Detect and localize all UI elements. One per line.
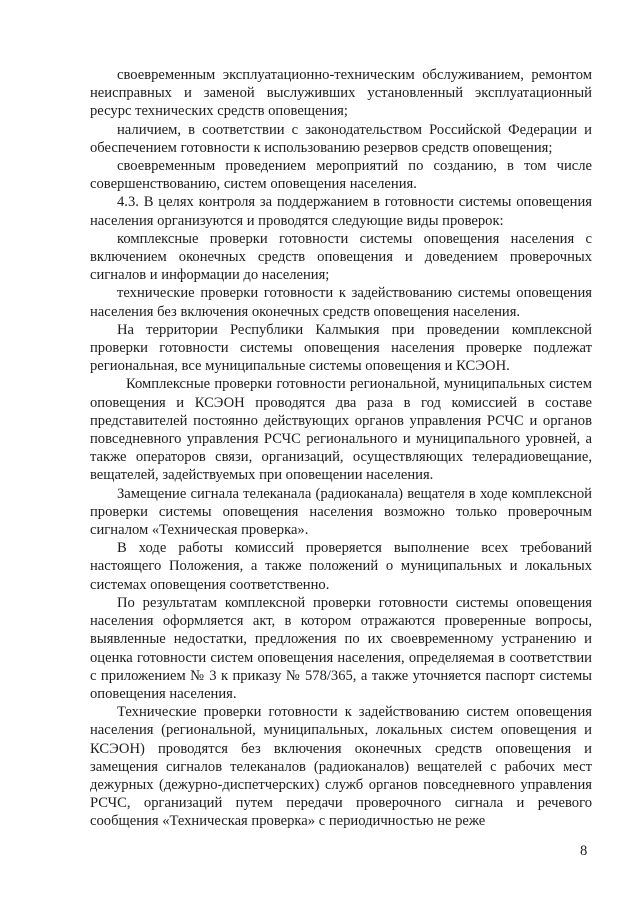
paragraph: В ходе работы комиссий проверяется выполнение всех требований настоящего Положения, а также положений о муниципальных и локальных системах оповещения соответственно. [90,540,592,593]
paragraph: технические проверки готовности к задействованию системы оповещения населения без включения оконечных средств оповещения населения. [90,285,592,320]
paragraph: комплексные проверки готовности системы оповещения населения с включением оконечных средств оповещения и доведением проверочных сигналов и информации до населения; [90,230,592,284]
paragraph: своевременным эксплуатационно-техническим обслуживанием, ремонтом неисправных и заменой выслуживших установленный эксплуатационный ресурс технических средств оповещения; [90,67,592,120]
paragraph: наличием, в соответствии с законодательством Российской Федерации и обеспечением готовности к использованию резервов средств оповещения; [90,121,592,156]
paragraph: На территории Республики Калмыкия при проведении комплексной проверки готовности системы оповещения населения проверке подлежат региональная, все муниципальные системы оповещения и КСЭОН. [90,321,592,375]
paragraph: По результатам комплексной проверки готовности системы оповещения населения оформляется акт, в котором отражаются проверенные вопросы, выявленные недостатки, предложения по их своевременному устранению и оценка готовности систем оповещения населения, определяемая в соответствии с приложением № 3 к приказу № 578/365, а также уточняется паспорт системы оповещения населения. [90,594,592,702]
body-text [90,66,592,831]
page-number: 8 [580,843,588,859]
paragraph: Технические проверки готовности к задействованию систем оповещения населения (региональной, муниципальных, локальных систем оповещения и КСЭОН) проводятся без включения оконечных средств оповещения и замещения сигналов телеканалов (радиоканалов) вещателей с рабочих мест дежурных (дежурно-диспетчерских) служб органов повседневного управления РСЧС, организаций путем передачи проверочного сигнала и речевого сообщения «Техническая проверка» с периодичностью не реже [90,704,592,830]
paragraph: Комплексные проверки готовности региональной, муниципальных систем оповещения и КСЭОН проводятся два раза в год комиссией в составе представителей постоянно действующих органов управления РСЧС и органов повседневного управления РСЧС регионального и муниципального уровней, а также операторов связи, организаций, осуществляющих телерадиовещание, вещателей, задействуемых при оповещении населения. [90,376,592,484]
paragraph: 4.3. В целях контроля за поддержанием в готовности системы оповещения населения организуются и проводятся следующие виды проверок: [90,194,592,229]
paragraph: Замещение сигнала телеканала (радиоканала) вещателя в ходе комплексной проверки системы оповещения населения возможно только проверочным сигналом «Техническая проверка». [90,485,592,539]
paragraph: своевременным проведением мероприятий по созданию, в том числе совершенствованию, систем оповещения населения. [90,158,592,193]
